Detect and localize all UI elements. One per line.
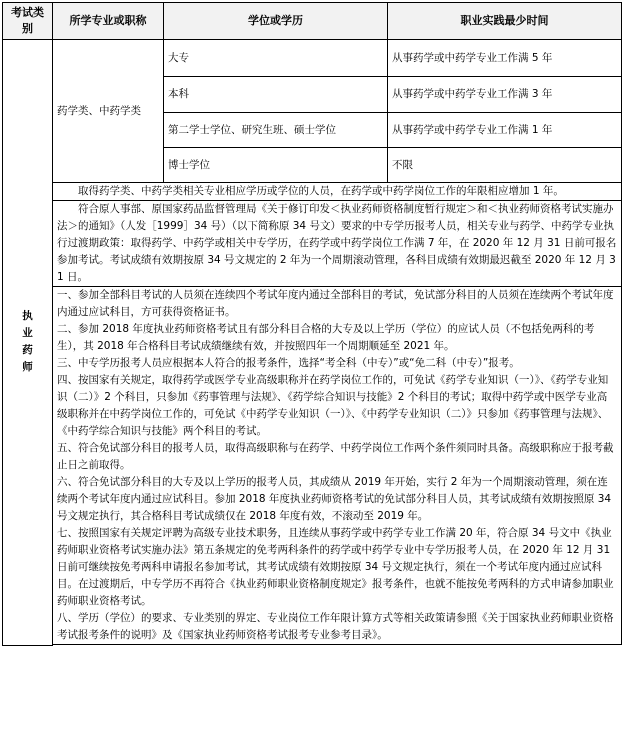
policy-item: 二、参加 2018 年度执业药师资格考试且有部分科目合格的大专及以上学历（学位）的应试人员（不包括免两科的考生），其 2018 年合格科目考试成绩继续有效，并按照四年一个周期顺延至 2021 年。	[57, 323, 595, 352]
exam-type-cell	[3, 40, 53, 646]
degree-cell: 第二学士学位、研究生班、硕士学位	[164, 113, 388, 148]
header-exam-type: 考试类别	[3, 3, 53, 40]
degree-cell: 博士学位	[164, 148, 388, 183]
policy-item: 八、学历（学位）的要求、专业类别的界定、专业岗位工作年限计算方式等相关政策请参照《关于国家执业药师职业资格考试报考条件的说明》及《国家执业药师资格考试报考专业参考目录》。	[57, 612, 614, 641]
transition-policy-note: 符合原人事部、原国家药品监督管理局《关于修订印发＜执业药师资格制度暂行规定＞和＜执业药师资格考试实施办法＞的通知》（人发［1999］34 号）（以下简称原 34 号文）要求的中专学历报考人员，相关专业与药学、中药学专业执行过渡期政策：取得药学、中药学或相关中专学历，在药学或中药学岗位工作满 7 年，在 2020 年 12 月 31 日前可报名参加考试。考试成绩有效期按原 34 号文规定的 2 年为一个周期滚动管理，各科目成绩有效期最迟截至 2020 年 12 月 31 日。	[53, 201, 622, 287]
note-row	[3, 183, 622, 201]
header-degree: 学位或学历	[164, 3, 388, 40]
policy-item: 一、参加全部科目考试的人员须在连续四个考试年度内通过全部科目的考试，免试部分科目的人员须在连续两个考试年度内通过应试科目，方可获得资格证书。	[57, 289, 614, 318]
specialty-cell: 药学类、中药学类	[53, 40, 164, 183]
note-row	[3, 201, 622, 287]
exam-requirements-table	[2, 2, 622, 646]
header-practice: 职业实践最少时间	[388, 3, 622, 40]
policy-item: 七、按照国家有关规定评聘为高级专业技术职务，且连续从事药学或中药学专业工作满 20 年，符合原 34 号文中《执业药师职业资格考试实施办法》第五条规定的免考两科条件的药学或中药学专业中专学历报考人员，在 2020 年 12 月 31 日前可继续按免考两科申请报名参加考试，其考试成绩有效期按原 34 号文规定执行，须在一个考试年度内通过应试科目。在过渡期后，中专学历不再符合《执业药师职业资格制度规定》报考条件，也就不能按免考两科的方式申请参加职业药师职业资格考试。	[57, 527, 614, 607]
related-specialty-note: 取得药学类、中药学类相关专业相应学历或学位的人员，在药学或中药学岗位工作的年限相应增加 1 年。	[53, 183, 622, 201]
policy-item: 四、按国家有关规定，取得药学或医学专业高级职称并在药学岗位工作的，可免试《药学专业知识（一）》、《药学专业知识（二）》2 个科目，只参加《药事管理与法规》、《药学综合知识与技能》2 个科目的考试；取得中药学或中医学专业高级职称并在中药学岗位工作的，可免试《中药学专业知识（一）》、《中药学专业知识（二）》只参加《药事管理与法规》、《中药学综合知识与技能》两个科目的考试。	[57, 374, 609, 437]
policy-item: 三、中专学历报考人员应根据本人符合的报考条件，选择“考全科（中专）”或“免二科（中专）”报考。	[57, 357, 520, 369]
header-specialty: 所学专业或职称	[53, 3, 164, 40]
exam-char: 执	[22, 310, 33, 323]
table-row	[3, 40, 622, 77]
exam-char: 师	[22, 361, 33, 374]
exam-char: 药	[22, 344, 33, 357]
degree-cell: 大专	[164, 40, 388, 77]
practice-cell: 从事药学或中药学专业工作满 3 年	[388, 77, 622, 113]
practice-cell: 不限	[388, 148, 622, 183]
table-header-row	[3, 3, 622, 40]
degree-cell: 本科	[164, 77, 388, 113]
policy-items	[53, 287, 622, 645]
exam-char: 业	[22, 327, 33, 340]
practice-cell: 从事药学或中药学专业工作满 1 年	[388, 113, 622, 148]
policy-item: 五、符合免试部分科目的报考人员，取得高级职称与在药学、中药学岗位工作两个条件须同时具备。高级职称应于报考截止日之前取得。	[57, 442, 614, 471]
note-row	[3, 287, 622, 645]
practice-cell: 从事药学或中药学专业工作满 5 年	[388, 40, 622, 77]
policy-item: 六、符合免试部分科目的大专及以上学历的报考人员，其成绩从 2019 年开始，实行 2 年为一个周期滚动管理，须在连续两个考试年度内通过应试科目。参加 2018 年度执业药师资格考试的免试部分科目人员，其考试成绩有效期按照原 34 号文规定执行，其合格科目考试成绩仅在 2018 年度有效，不滚动至 2019 年。	[57, 476, 612, 522]
